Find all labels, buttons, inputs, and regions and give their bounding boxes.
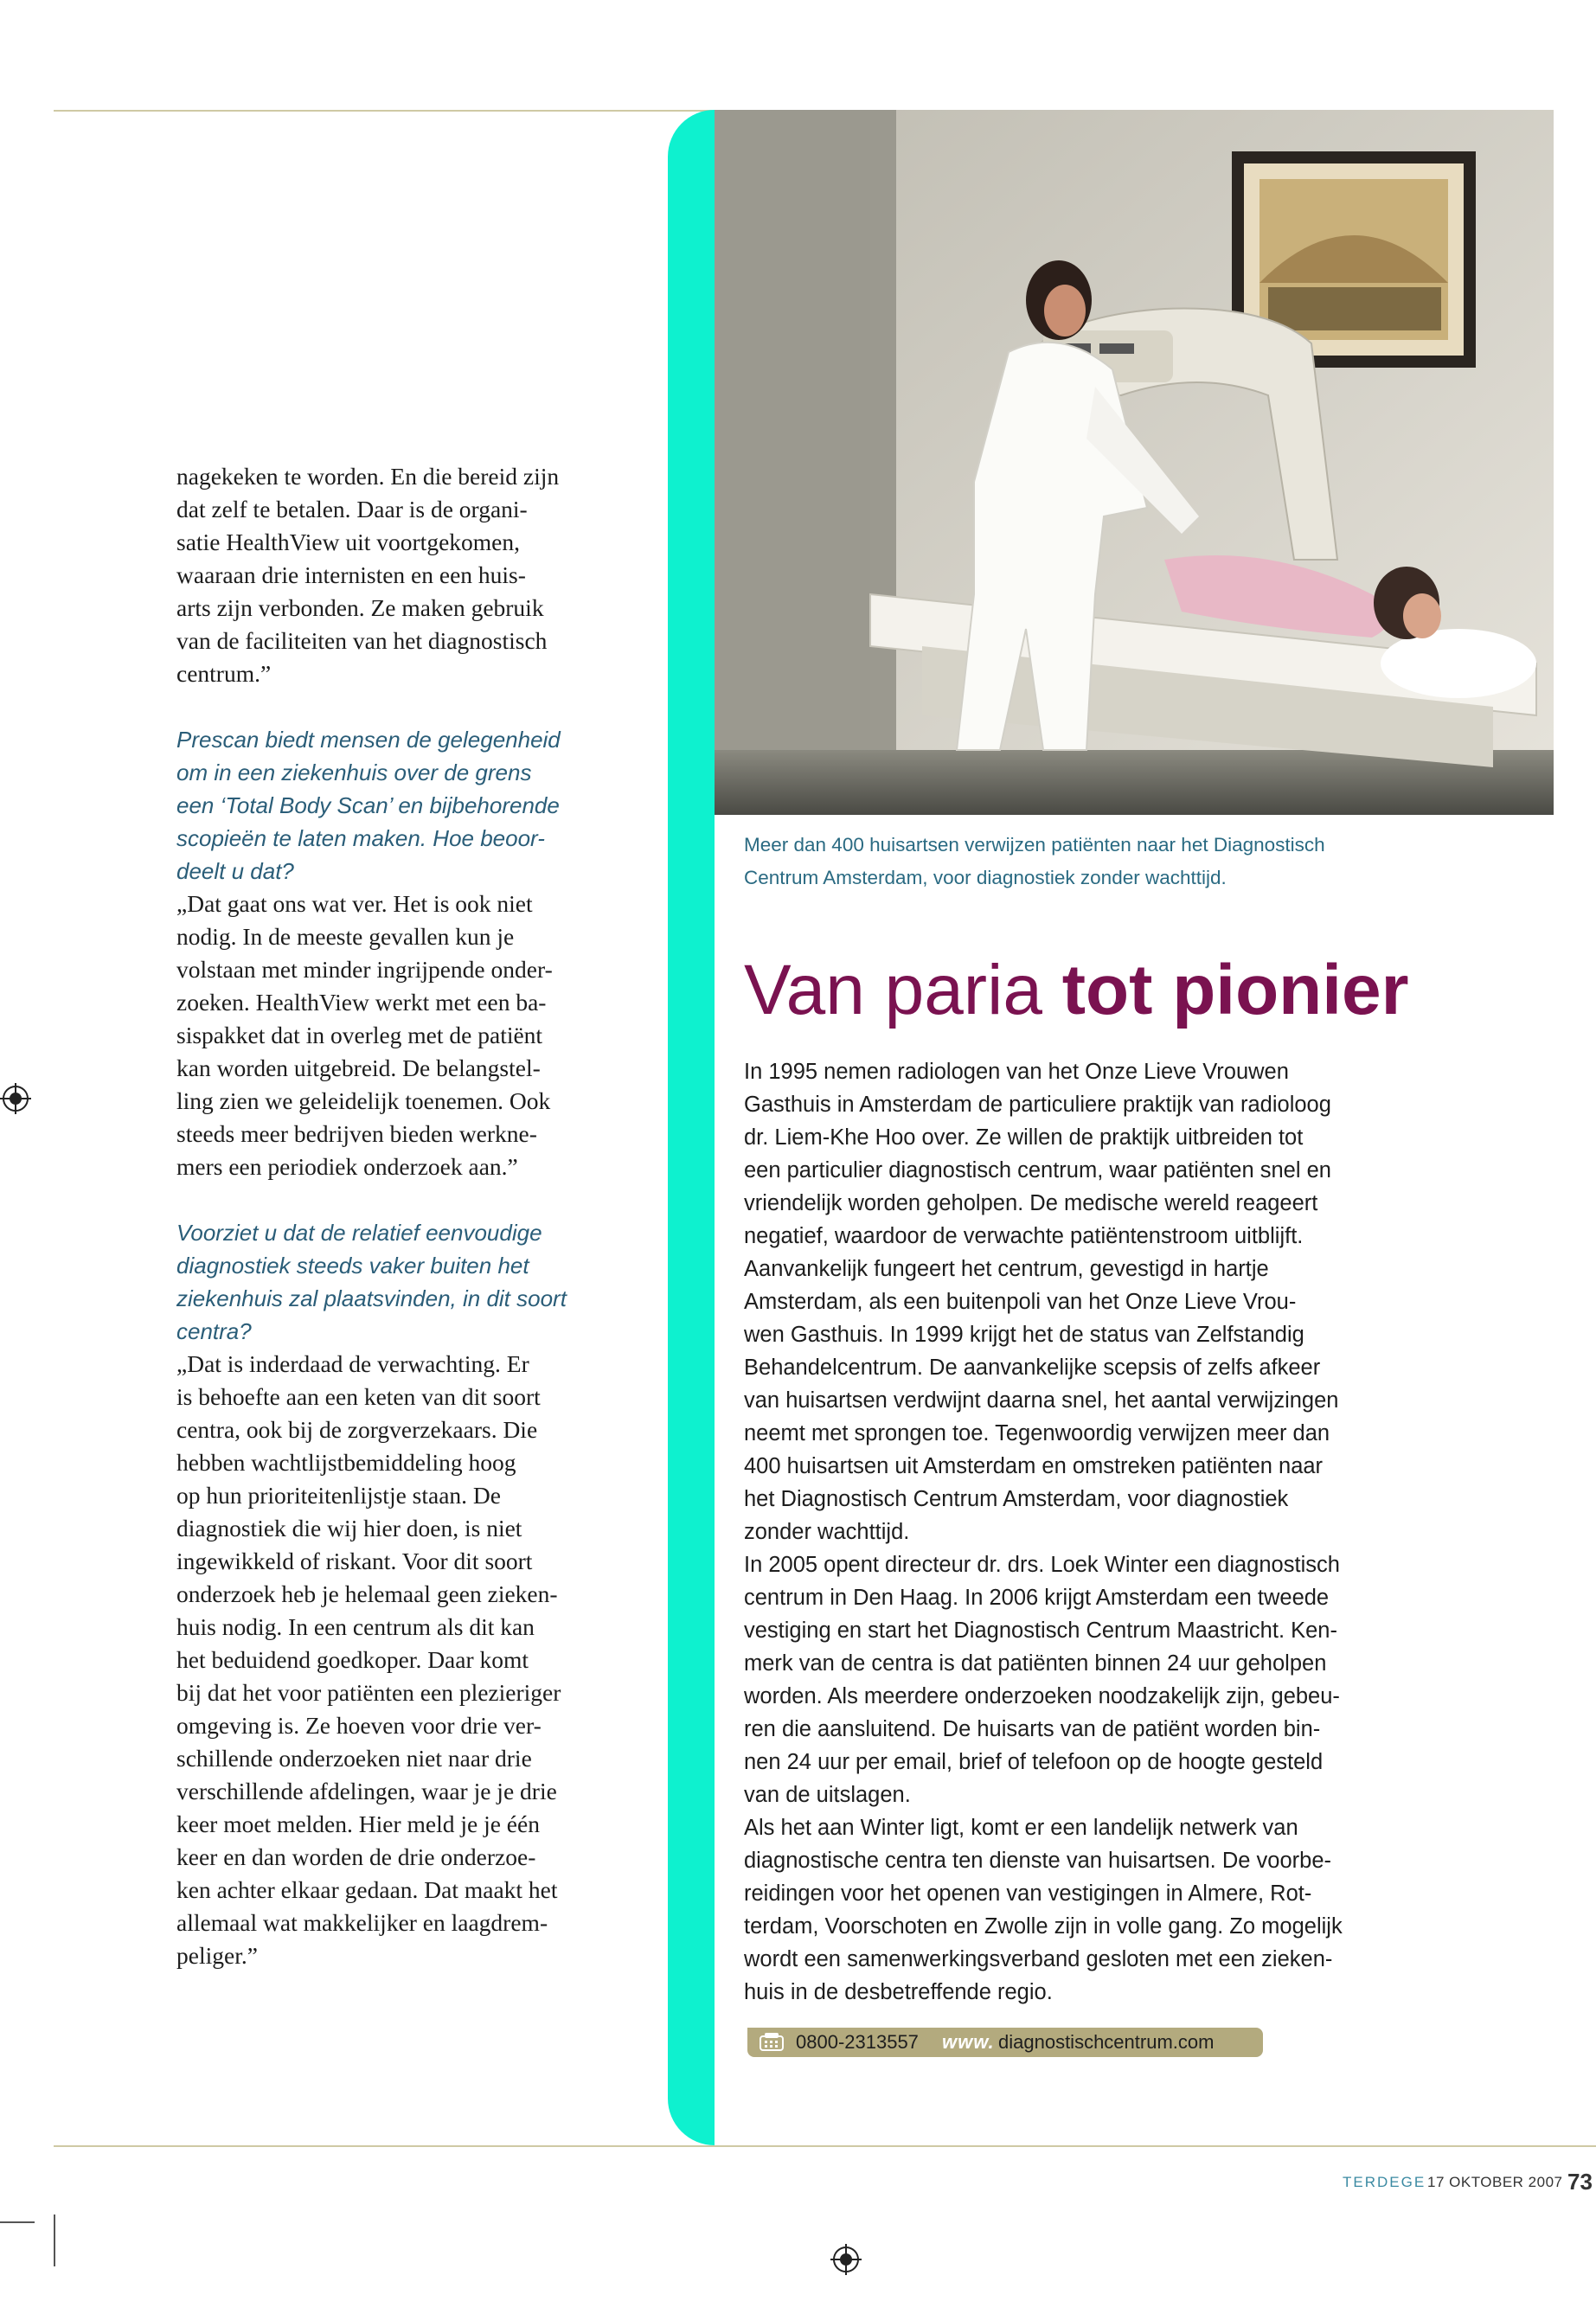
text-line: „Dat gaat ons wat ver. Het is ook niet bbox=[176, 890, 533, 917]
article-headline bbox=[744, 947, 1409, 1034]
text-line: ingewikkeld of riskant. Voor dit soort bbox=[176, 1548, 533, 1574]
text-line: centra? bbox=[176, 1318, 252, 1344]
interview-answer-1 bbox=[176, 888, 600, 1183]
article-body bbox=[744, 1055, 1375, 2009]
text-line: deelt u dat? bbox=[176, 858, 294, 884]
text-line: keer moet melden. Hier meld je je één bbox=[176, 1811, 540, 1837]
text-line: In 1995 nemen radiologen van het Onze Lieve Vrouwen bbox=[744, 1060, 1289, 1084]
text-line: sispakket dat in overleg met de patiënt bbox=[176, 1022, 543, 1048]
text-line: satie HealthView uit voortgekomen, bbox=[176, 529, 520, 555]
headline-bold: tot pionier bbox=[1061, 951, 1409, 1029]
page-footer bbox=[1332, 2167, 1593, 2202]
text-line: „Dat is inderdaad de verwachting. Er bbox=[176, 1350, 529, 1377]
registration-mark-icon bbox=[0, 1083, 31, 1114]
text-line: is behoefte aan een keten van dit soort bbox=[176, 1383, 541, 1410]
photo-caption bbox=[744, 829, 1522, 894]
text-line: nagekeken te worden. En die bereid zijn bbox=[176, 463, 560, 490]
text-line: Behandelcentrum. De aanvankelijke scepsis of zelfs afkeer bbox=[744, 1356, 1321, 1380]
text-line: neemt met sprongen toe. Tegenwoordig verwijzen meer dan bbox=[744, 1421, 1330, 1445]
text-line: Voorziet u dat de relatief eenvoudige bbox=[176, 1220, 542, 1246]
left-column bbox=[176, 460, 600, 1972]
text-line: van de uitslagen. bbox=[744, 1783, 911, 1807]
text-line: omgeving is. Ze hoeven voor drie ver- bbox=[176, 1712, 542, 1739]
phone-icon bbox=[760, 2033, 784, 2052]
text-line: diagnostische centra ten dienste van huisartsen. De voorbe- bbox=[744, 1849, 1331, 1873]
text-line: Als het aan Winter ligt, komt er een landelijk netwerk van bbox=[744, 1816, 1298, 1840]
text-line: onderzoek heb je helemaal geen zieken- bbox=[176, 1580, 558, 1607]
text-line: mers een periodiek onderzoek aan.” bbox=[176, 1153, 518, 1180]
text-line: zonder wachttijd. bbox=[744, 1520, 910, 1544]
text-line: ziekenhuis zal plaatsvinden, in dit soort bbox=[176, 1285, 567, 1311]
text-line: bij dat het voor patiënten een plezieriger bbox=[176, 1679, 561, 1706]
page-number: 73 bbox=[1567, 2169, 1593, 2195]
text-line: scopieën te laten maken. Hoe beoor- bbox=[176, 825, 545, 851]
text-line: reidingen voor het openen van vestigingen in Almere, Rot- bbox=[744, 1881, 1312, 1906]
text-line: nen 24 uur per email, brief of telefoon op de hoogte gesteld bbox=[744, 1750, 1324, 1774]
text-line: nodig. In de meeste gevallen kun je bbox=[176, 923, 515, 950]
website-link[interactable]: diagnostischcentrum.com bbox=[998, 2031, 1215, 2053]
text-line: kan worden uitgebreid. De belangstel- bbox=[176, 1054, 541, 1081]
text-line: arts zijn verbonden. Ze maken gebruik bbox=[176, 594, 544, 621]
text-line: Gasthuis in Amsterdam de particuliere praktijk van radioloog bbox=[744, 1093, 1331, 1117]
text-line: diagnostiek steeds vaker buiten het bbox=[176, 1253, 529, 1279]
text-line: hebben wachtlijstbemiddeling hoog bbox=[176, 1449, 516, 1476]
caption-line: Meer dan 400 huisartsen verwijzen patiënten naar het Diagnostisch bbox=[744, 834, 1325, 856]
text-line: wen Gasthuis. In 1999 krijgt het de status van Zelfstandig bbox=[744, 1323, 1304, 1347]
text-line: een ‘Total Body Scan’ en bijbehorende bbox=[176, 792, 560, 818]
text-line: huis nodig. In een centrum als dit kan bbox=[176, 1613, 535, 1640]
text-line: Amsterdam, als een buitenpoli van het Onze Lieve Vrou- bbox=[744, 1290, 1297, 1314]
text-line: van de faciliteiten van het diagnostisch bbox=[176, 627, 548, 654]
caption-line: Centrum Amsterdam, voor diagnostiek zonder wachttijd. bbox=[744, 867, 1227, 888]
text-line: een particulier diagnostisch centrum, waar patiënten snel en bbox=[744, 1158, 1331, 1183]
text-line: dr. Liem-Khe Hoo over. Ze willen de praktijk uitbreiden tot bbox=[744, 1125, 1304, 1150]
bottom-rule bbox=[54, 2145, 1596, 2147]
text-line: het Diagnostisch Centrum Amsterdam, voor diagnostiek bbox=[744, 1487, 1289, 1511]
text-line: huis in de desbetreffende regio. bbox=[744, 1980, 1053, 2004]
text-line: op hun prioriteitenlijstje staan. De bbox=[176, 1482, 501, 1509]
text-line: centra, ook bij de zorgverzekaars. Die bbox=[176, 1416, 538, 1443]
interview-question-1 bbox=[176, 723, 600, 888]
text-line: In 2005 opent directeur dr. drs. Loek Winter een diagnostisch bbox=[744, 1553, 1340, 1577]
text-line: vestiging en start het Diagnostisch Centrum Maastricht. Ken- bbox=[744, 1618, 1337, 1643]
text-line: van huisartsen verdwijnt daarna snel, het aantal verwijzingen bbox=[744, 1388, 1339, 1413]
text-line: volstaan met minder ingrijpende onder- bbox=[176, 956, 553, 983]
crop-mark bbox=[0, 2221, 35, 2223]
text-line: worden. Als meerdere onderzoeken noodzakelijk zijn, gebeu- bbox=[744, 1684, 1340, 1708]
text-line: vriendelijk worden geholpen. De medische wereld reageert bbox=[744, 1191, 1318, 1215]
phone-number: 0800-2313557 bbox=[796, 2031, 919, 2053]
text-line: keer en dan worden de drie onderzoe- bbox=[176, 1843, 536, 1870]
text-line: 400 huisartsen uit Amsterdam en omstreken patiënten naar bbox=[744, 1454, 1324, 1478]
text-line: Prescan biedt mensen de gelegenheid bbox=[176, 727, 561, 753]
www-label: www. bbox=[942, 2031, 995, 2053]
text-line: ren die aansluitend. De huisarts van de patiënt worden bin- bbox=[744, 1717, 1321, 1741]
text-line: verschillende afdelingen, waar je je drie bbox=[176, 1778, 557, 1804]
headline-light: Van paria bbox=[744, 951, 1062, 1029]
text-line: dat zelf te betalen. Daar is de organi- bbox=[176, 496, 528, 522]
text-line: negatief, waardoor de verwachte patiëntenstroom uitblijft. bbox=[744, 1224, 1304, 1248]
crop-mark bbox=[54, 2214, 55, 2266]
text-line: waaraan drie internisten en een huis- bbox=[176, 561, 526, 588]
interview-answer-2 bbox=[176, 1348, 600, 1972]
contact-bar bbox=[747, 2028, 1263, 2057]
registration-mark-icon bbox=[830, 2244, 862, 2275]
text-line: schillende onderzoeken niet naar drie bbox=[176, 1745, 532, 1772]
body-paragraph-1 bbox=[744, 1055, 1375, 1548]
text-line: wordt een samenwerkingsverband gesloten met een zieken- bbox=[744, 1947, 1333, 1971]
text-line: ling zien we geleidelijk toenemen. Ook bbox=[176, 1087, 551, 1114]
text-line: allemaal wat makkelijker en laagdrem- bbox=[176, 1909, 548, 1936]
text-line: zoeken. HealthView werkt met een ba- bbox=[176, 989, 547, 1016]
body-paragraph-3 bbox=[744, 1811, 1375, 2009]
issue-date: 17 OKTOBER 2007 bbox=[1427, 2174, 1563, 2190]
article-photo bbox=[715, 110, 1554, 815]
text-line: centrum.” bbox=[176, 660, 272, 687]
text-line: diagnostiek die wij hier doen, is niet bbox=[176, 1515, 522, 1541]
text-line: terdam, Voorschoten en Zwolle zijn in volle gang. Zo mogelijk bbox=[744, 1914, 1343, 1939]
text-line: centrum in Den Haag. In 2006 krijgt Amsterdam een tweede bbox=[744, 1586, 1330, 1610]
text-line: peliger.” bbox=[176, 1942, 258, 1969]
interview-question-2 bbox=[176, 1216, 600, 1348]
photo-illustration bbox=[715, 110, 1554, 815]
body-paragraph-2 bbox=[744, 1548, 1375, 1811]
text-line: merk van de centra is dat patiënten binnen 24 uur geholpen bbox=[744, 1651, 1327, 1676]
left-paragraph-1 bbox=[176, 460, 600, 690]
text-line: Aanvankelijk fungeert het centrum, gevestigd in hartje bbox=[744, 1257, 1269, 1281]
text-line: steeds meer bedrijven bieden werkne- bbox=[176, 1120, 537, 1147]
magazine-name: TERDEGE bbox=[1343, 2174, 1426, 2190]
text-line: om in een ziekenhuis over de grens bbox=[176, 760, 532, 785]
text-line: ken achter elkaar gedaan. Dat maakt het bbox=[176, 1876, 558, 1903]
text-line: het beduidend goedkoper. Daar komt bbox=[176, 1646, 529, 1673]
